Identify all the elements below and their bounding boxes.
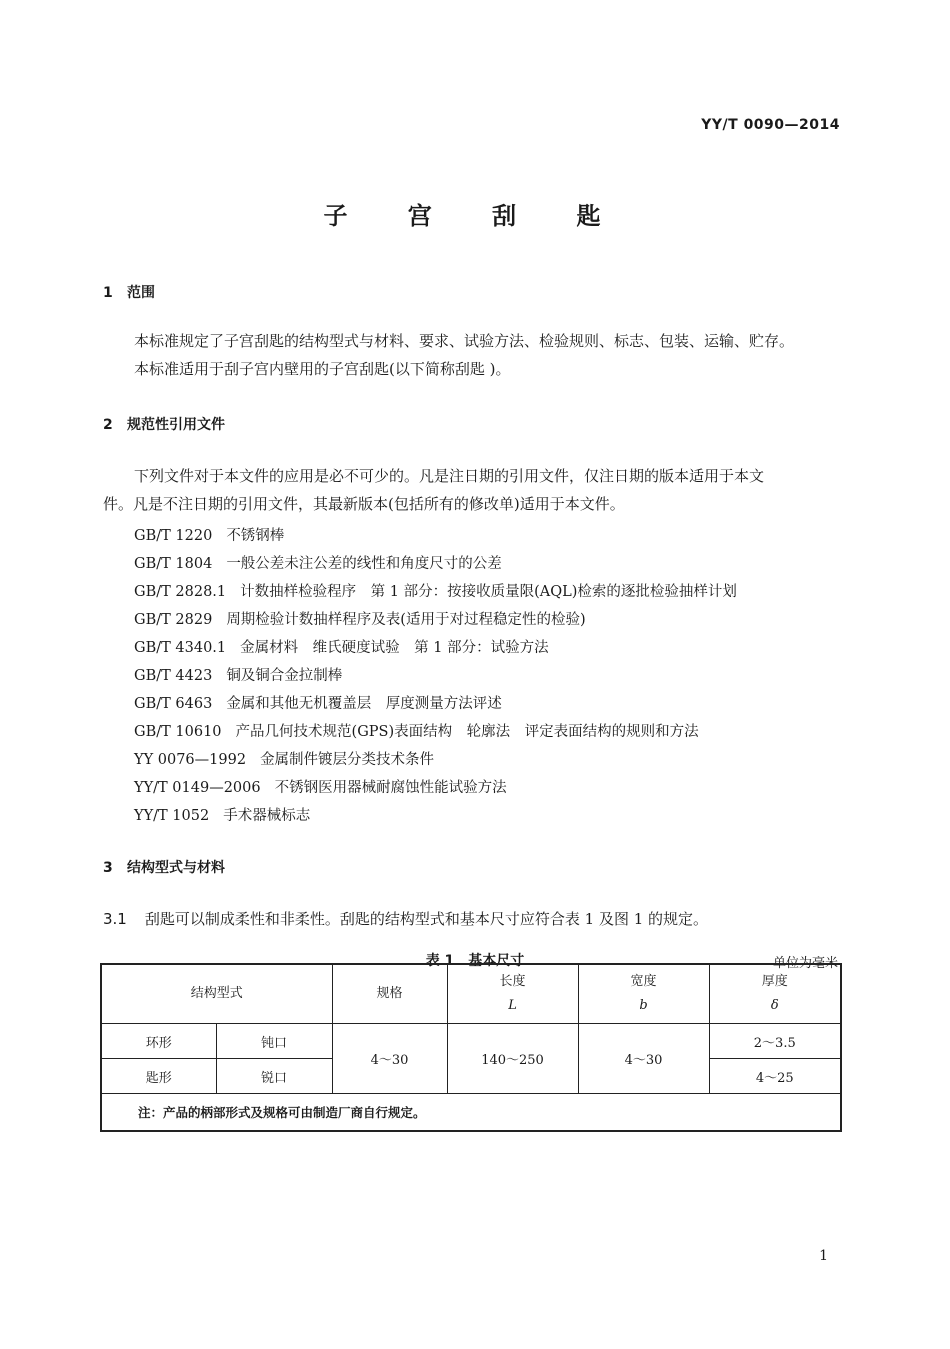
table-row (101, 1024, 841, 1059)
reference-item (134, 608, 586, 629)
reference-title: 产品几何技术规范(GPS)表面结构 轮廓法 评定表面结构的规则和方法 (235, 724, 699, 740)
clause-text: 刮匙可以制成柔性和非柔性。刮匙的结构型式和基本尺寸应符合表 1 及图 1 的规定。 (144, 910, 709, 928)
reference-title: 金属材料 维氏硬度试验 第 1 部分：试验方法 (240, 640, 549, 656)
table-unit: 单位为毫米 (772, 956, 838, 971)
reference-code: YY/T 0149—2006 (134, 780, 261, 796)
section-number: 3 (103, 860, 113, 876)
section-number: 1 (103, 285, 113, 301)
header-thickness-label: 厚度 (761, 974, 788, 989)
reference-title: 金属和其他无机覆盖层 厚度测量方法评述 (226, 696, 502, 712)
header-structure: 结构型式 (101, 964, 332, 1024)
dimensions-table (100, 963, 842, 1132)
section-3-heading (103, 857, 225, 877)
section-1-heading (103, 282, 155, 302)
section-title: 规范性引用文件 (127, 417, 225, 433)
reference-title: 周期检验计数抽样程序及表(适用于对过程稳定性的检验) (226, 612, 586, 628)
page-number: 1 (819, 1248, 828, 1264)
section-2-heading (103, 414, 225, 434)
reference-code: GB/T 4423 (134, 668, 213, 684)
reference-title: 不锈钢医用器械耐腐蚀性能试验方法 (274, 780, 507, 796)
section-title: 结构型式与材料 (127, 860, 225, 876)
reference-code: GB/T 10610 (134, 724, 222, 740)
cell-shape: 匙形 (101, 1059, 216, 1094)
reference-item (134, 664, 342, 685)
header-width-label: 宽度 (630, 974, 657, 989)
reference-item (134, 804, 310, 825)
scope-paragraph-2: 本标准适用于刮子宫内壁用的子宫刮匙(以下简称刮匙 )。 (134, 360, 511, 378)
cell-thickness: 2～3.5 (709, 1024, 841, 1059)
cell-edge: 钝口 (216, 1024, 332, 1059)
section-title: 范围 (127, 285, 155, 301)
header-length-symbol: L (508, 998, 517, 1013)
reference-title: 铜及铜合金拉制棒 (226, 668, 343, 684)
reference-item (134, 636, 549, 657)
header-width (578, 964, 709, 1024)
scope-paragraph-1: 本标准规定了子宫刮匙的结构型式与材料、要求、试验方法、检验规则、标志、包装、运输、贮存。 (134, 332, 795, 350)
table-note-row (101, 1094, 841, 1132)
header-thickness (709, 964, 841, 1024)
reference-item (134, 580, 737, 601)
reference-code: GB/T 2829 (134, 612, 213, 628)
standard-code: YY/T 0090—2014 (701, 117, 840, 133)
cell-edge: 锐口 (216, 1059, 332, 1094)
cell-spec: 4～30 (332, 1024, 447, 1094)
reference-code: GB/T 1804 (134, 556, 213, 572)
reference-title: 不锈钢棒 (226, 528, 285, 544)
header-thickness-symbol: δ (770, 998, 779, 1013)
reference-code: GB/T 4340.1 (134, 640, 227, 656)
reference-code: YY 0076—1992 (134, 752, 247, 768)
references-intro-line-1: 下列文件对于本文件的应用是必不可少的。凡是注日期的引用文件，仅注日期的版本适用于本文 (134, 467, 765, 485)
reference-title: 一般公差未注公差的线性和角度尺寸的公差 (226, 556, 502, 572)
header-length-label: 长度 (499, 974, 526, 989)
reference-title: 手术器械标志 (223, 808, 311, 824)
cell-length: 140～250 (447, 1024, 578, 1094)
header-width-symbol: b (639, 998, 648, 1013)
reference-title: 金属制件镀层分类技术条件 (260, 752, 435, 768)
reference-code: YY/T 1052 (134, 808, 210, 824)
reference-code: GB/T 2828.1 (134, 584, 227, 600)
page-title: 子 宫 刮 匙 (323, 202, 627, 230)
table-caption: 表 1 基本尺寸 (425, 953, 525, 969)
reference-item (134, 720, 699, 741)
table-header-row (101, 964, 841, 1024)
reference-item (134, 776, 507, 797)
reference-code: GB/T 1220 (134, 528, 213, 544)
cell-thickness: 4～25 (709, 1059, 841, 1094)
reference-code: GB/T 6463 (134, 696, 213, 712)
reference-item (134, 692, 502, 713)
clause-3-1 (103, 908, 708, 929)
reference-item (134, 524, 284, 545)
reference-item (134, 748, 434, 769)
reference-item (134, 552, 502, 573)
references-intro-line-2: 件。凡是不注日期的引用文件，其最新版本(包括所有的修改单)适用于本文件。 (103, 495, 625, 513)
section-number: 2 (103, 417, 113, 433)
cell-width: 4～30 (578, 1024, 709, 1094)
clause-number: 3.1 (103, 910, 127, 928)
cell-shape: 环形 (101, 1024, 216, 1059)
reference-title: 计数抽样检验程序 第 1 部分：按接收质量限(AQL)检索的逐批检验抽样计划 (240, 584, 737, 600)
header-length (447, 964, 578, 1024)
table-note: 注：产品的柄部形式及规格可由制造厂商自行规定。 (101, 1094, 841, 1132)
header-spec: 规格 (332, 964, 447, 1024)
